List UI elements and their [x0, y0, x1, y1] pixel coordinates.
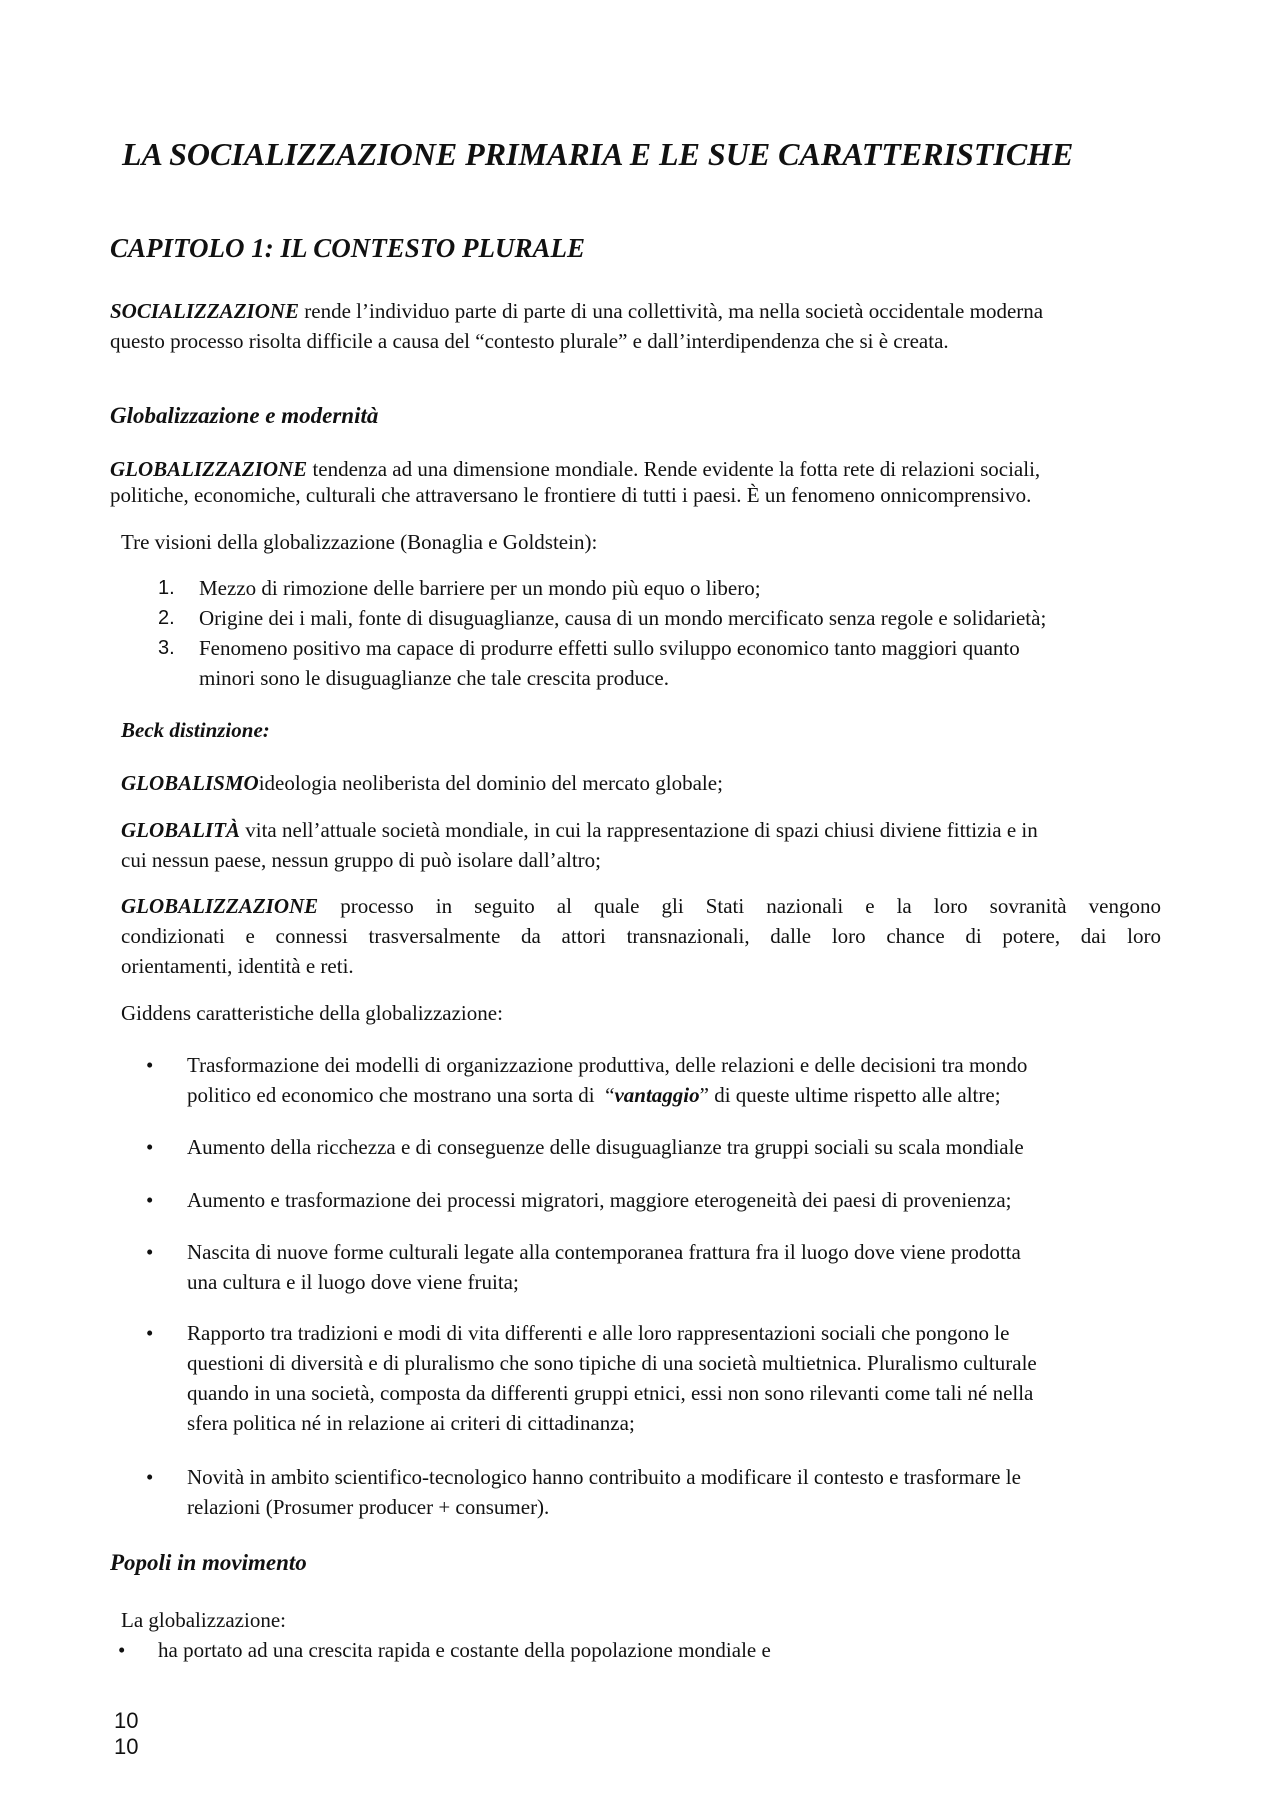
vision-text: [199, 633, 1169, 693]
section-title-globalizzazione: Globalizzazione e modernità: [110, 403, 379, 428]
chapter-title: CAPITOLO 1: IL CONTESTO PLURALE: [110, 233, 586, 263]
beck-title: Beck distinzione:: [121, 718, 270, 742]
giddens-item-line: questioni di diversità e di pluralismo che sono tipiche di una società multietnica. Pluralismo culturale: [187, 1351, 1037, 1375]
giddens-item-line: [187, 1080, 1167, 1110]
giddens-item: [146, 1185, 1168, 1215]
bullet-icon: •: [146, 1465, 154, 1489]
section-title-popoli: Popoli in movimento: [110, 1550, 307, 1575]
intro-line-2: questo processo risolta difficile a causa del “contesto plurale” e dall’interdipendenza che si è creata.: [110, 329, 949, 353]
globalita-line-1: [121, 815, 1161, 845]
popoli-intro: La globalizzazione:: [121, 1608, 286, 1632]
bullet-icon: •: [146, 1321, 154, 1345]
vision-number: 1.: [158, 577, 175, 599]
intro-term: SOCIALIZZAZIONE: [110, 299, 300, 323]
globalismo-term: GLOBALISMO: [121, 771, 259, 795]
definition-line-2: politiche, economiche, culturali che attraversano le frontiere di tutti i paesi. È un fenomeno onnicomprensivo.: [110, 483, 1032, 507]
giddens-item-text: [187, 1050, 1167, 1110]
intro-line-1: [110, 296, 1170, 326]
giddens-item-line: Novità in ambito scientifico-tecnologico hanno contribuito a modificare il contesto e trasformare le: [187, 1465, 1021, 1489]
giddens-item: [146, 1237, 1168, 1297]
globalismo-text: ideologia neoliberista del dominio del mercato globale;: [258, 771, 723, 795]
globalizzazione-beck-line-2: condizionati e connessi trasversalmente da attori transnazionali, dalle loro chance di potere, dai loro: [121, 924, 1161, 948]
globalizzazione-beck-line-3: orientamenti, identità e reti.: [121, 954, 354, 978]
vantaggio-emphasis: vantaggio: [614, 1083, 700, 1107]
globalizzazione-beck-text-1: processo in seguito al quale gli Stati nazionali e la loro sovranità vengono: [318, 894, 1161, 918]
giddens-item-line: sfera politica né in relazione ai criteri di cittadinanza;: [187, 1411, 635, 1435]
globalizzazione-beck-line-1: [121, 891, 1161, 921]
intro-text-1: rende l’individuo parte di parte di una collettività, ma nella società occidentale moderna: [299, 299, 1044, 323]
giddens-item-line: Trasformazione dei modelli di organizzazione produttiva, delle relazioni e delle decisioni tra mondo: [187, 1053, 1028, 1077]
vision-item: [158, 633, 1168, 693]
giddens-item-text: Aumento della ricchezza e di conseguenze delle disuguaglianze tra gruppi sociali su scala mondiale: [187, 1135, 1024, 1159]
globalizzazione-beck-term: GLOBALIZZAZIONE: [121, 894, 319, 918]
bullet-icon: •: [146, 1135, 154, 1159]
giddens-item: [146, 1050, 1168, 1110]
globalizzazione-definition: [110, 456, 1180, 508]
definition-term: GLOBALIZZAZIONE: [110, 457, 308, 481]
giddens-item-line: Rapporto tra tradizioni e modi di vita differenti e alle loro rappresentazioni sociali che pongono le: [187, 1321, 1010, 1345]
vision-text: Mezzo di rimozione delle barriere per un mondo più equo o libero;: [199, 576, 761, 600]
vision-text: Origine dei i mali, fonte di disuguaglianze, causa di un mondo mercificato senza regole e solidarietà;: [199, 606, 1047, 630]
giddens-intro: Giddens caratteristiche della globalizzazione:: [121, 1001, 503, 1025]
giddens-item-line: relazioni (Prosumer producer + consumer).: [187, 1495, 550, 1519]
giddens-item-text: [187, 1237, 1167, 1297]
vision-number: 3.: [158, 637, 175, 659]
giddens-item: [146, 1462, 1168, 1522]
giddens-item-text: Aumento e trasformazione dei processi migratori, maggiore eterogeneità dei paesi di provenienza;: [187, 1188, 1012, 1212]
page-number: 10: [114, 1734, 139, 1759]
giddens-item-line: Nascita di nuove forme culturali legate alla contemporanea frattura fra il luogo dove viene prodotta: [187, 1240, 1021, 1264]
globalita-text-1: vita nell’attuale società mondiale, in cui la rappresentazione di spazi chiusi diviene fittizia e in: [240, 818, 1038, 842]
globalita-line-2: cui nessun paese, nessun gruppo di può isolare dall’altro;: [121, 848, 601, 872]
globalita-term: GLOBALITÀ: [121, 818, 241, 842]
bullet-icon: •: [146, 1240, 154, 1264]
page-number: 10: [114, 1708, 139, 1733]
globalita-paragraph: [121, 815, 1161, 875]
globalizzazione-beck-paragraph: [121, 891, 1161, 981]
vision-item: [158, 603, 1168, 633]
giddens-item: [146, 1132, 1168, 1162]
vision-number: 2.: [158, 607, 175, 629]
definition-text-1: tendenza ad una dimensione mondiale. Rende evidente la fotta rete di relazioni sociali,: [307, 457, 1041, 481]
giddens-item-text: [187, 1318, 1167, 1438]
bullet-icon: •: [118, 1638, 126, 1662]
visions-intro: Tre visioni della globalizzazione (Bonaglia e Goldstein):: [121, 530, 598, 554]
globalismo-paragraph: [121, 768, 723, 798]
definition-line-1: [110, 456, 1180, 482]
giddens-item-text: [187, 1462, 1167, 1522]
main-title: LA SOCIALIZZAZIONE PRIMARIA E LE SUE CARATTERISTICHE: [122, 136, 1074, 172]
bullet-icon: •: [146, 1188, 154, 1212]
giddens-item-line: una cultura e il luogo dove viene fruita;: [187, 1270, 519, 1294]
bullet-icon: •: [146, 1053, 154, 1077]
vision-item: [158, 573, 1168, 603]
popoli-item-text: ha portato ad una crescita rapida e costante della popolazione mondiale e: [158, 1638, 771, 1662]
giddens-text-post: ” di queste ultime rispetto alle altre;: [699, 1083, 1001, 1107]
giddens-item-line: quando in una società, composta da differenti gruppi etnici, essi non sono rilevanti come tali né nella: [187, 1381, 1034, 1405]
intro-paragraph: [110, 296, 1170, 356]
vision-text-line: minori sono le disuguaglianze che tale crescita produce.: [199, 666, 669, 690]
popoli-item: [118, 1635, 1140, 1665]
giddens-text-pre: politico ed economico che mostrano una sorta di “: [187, 1083, 615, 1107]
giddens-item: [146, 1318, 1168, 1438]
vision-text-line: Fenomeno positivo ma capace di produrre effetti sullo sviluppo economico tanto maggiori quanto: [199, 636, 1020, 660]
